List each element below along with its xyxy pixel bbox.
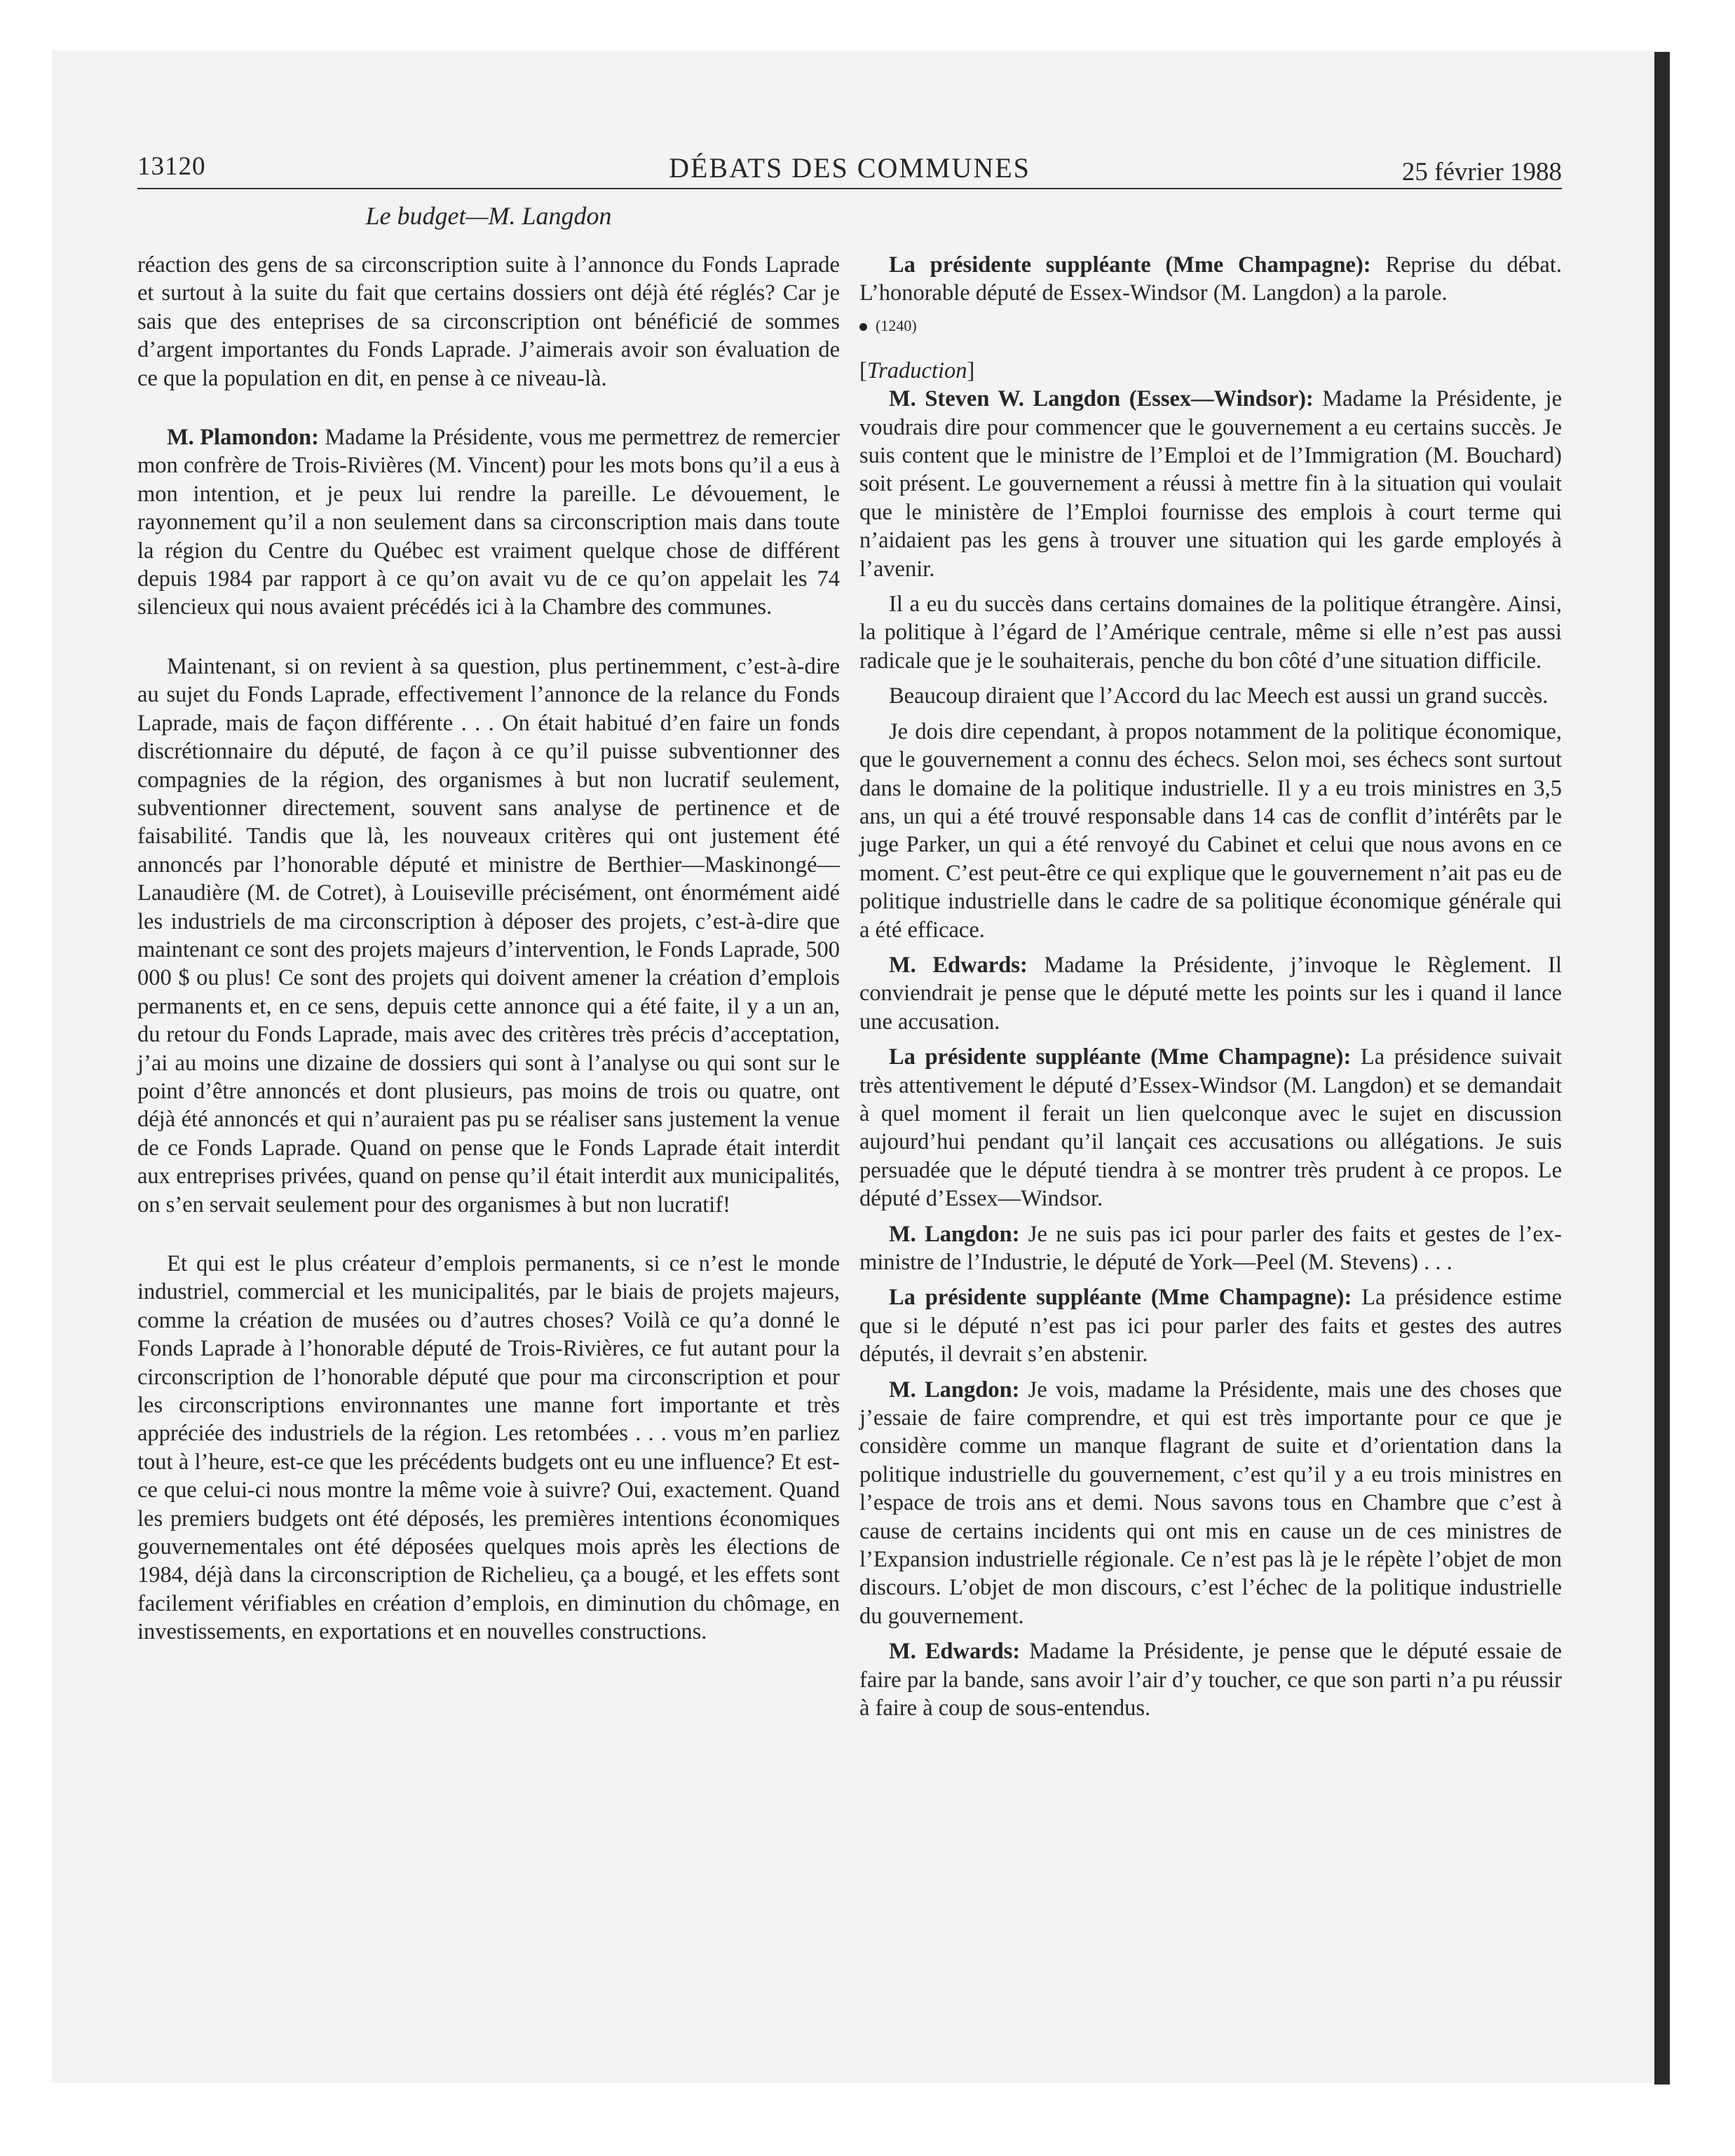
page-header <box>137 151 1562 192</box>
paragraph-text: Je ne suis pas ici pour parler des faits et gestes de l’ex-ministre de l’Industrie, le député de York—Peel (M. Stevens) . . . <box>859 1221 1563 1275</box>
right-column <box>859 251 1562 1723</box>
paragraph-text: réaction des gens de sa circonscription suite à l’annonce du Fonds Laprade et surtout à la suite du fait que certains dossiers ont déjà été réglés? Car je sais que des enteprises de sa circonscription ont bénéficié de sommes d’argent importantes du Fonds Laprade. J’aimerais avoir son évaluation de ce que la population en dit, en pense à ce niveau-là. <box>137 252 840 391</box>
paragraph <box>859 1376 1562 1631</box>
paragraph <box>859 1637 1562 1722</box>
bullet-icon <box>859 323 867 331</box>
speaker-name: M. Langdon: <box>889 1221 1020 1247</box>
paragraph-text: Madame la Présidente, vous me permettrez de remercier mon confrère de Trois-Rivières (M. Vincent) pour les mots bons qu’il a eus à mon intention, et je peux lui rendre la pareille. Le dévouement, le rayonnement qu’il a non seulement dans sa circonscription mais dans toute la région du Centre du Québec est vraiment quelque chose de différent depuis 1984 par rapport à ce qu’on avait vu de ce qu’on appelait les 74 silencieux qui nous avaient précédés ici à la Chambre des communes. <box>137 425 840 620</box>
translation-word: Traduction <box>866 357 967 383</box>
paragraph-text: Madame la Présidente, je pense que le député essaie de faire par la bande, sans avoir l’air d’y toucher, ce que son parti n’a pu réussir à faire à coup de sous-entendus. <box>859 1639 1563 1721</box>
publication-date: 25 février 1988 <box>1401 158 1562 186</box>
paragraph <box>859 385 1562 583</box>
paragraph <box>859 1220 1562 1277</box>
speaker-name: M. Edwards: <box>889 1639 1021 1665</box>
paragraph <box>137 653 840 1219</box>
paragraph <box>137 1250 840 1646</box>
paragraph-text: Et qui est le plus créateur d’emplois permanents, si ce n’est le monde industriel, commercial et les municipalités, par le biais de projets majeurs, comme la création de musées ou d’autres choses? Voilà ce qu’a donné le Fonds Laprade à l’honorable député de Trois-Rivières, ce fut autant pour la circonscription de l’honorable député que pour ma circonscription et pour les circonscriptions environnantes une manne fort importante et très appréciée des industriels de la région. Les retombées . . . vous m’en parliez tout à l’heure, est-ce que les précédents budgets ont eu une influence? Et est-ce que celui-ci nous montre la même voie à suivre? Oui, exactement. Quand les premiers budgets ont été déposés, les premières intentions économiques gouvernementales ont été déposées quelques mois après les élections de 1984, déjà dans la circonscription de Richelieu, ça a bougé, et les effets sont facilement vérifiables en création d’emplois, en diminution du chômage, en investissements, en exportations et en nouvelles constructions. <box>137 1251 840 1645</box>
paragraph-text: Je dois dire cependant, à propos notamment de la politique économique, que le gouvernement a connu des échecs. Selon moi, ses échecs sont surtout dans le domaine de la politique industrielle. Il y a eu trois ministres en 3,5 ans, un qui a été trouvé responsable dans 14 cas de conflit d’intérêts par le juge Parker, un qui a été renvoyé du Cabinet et celui que nous avons en ce moment. C’est peut-être ce qui explique que le gouvernement n’ait pas eu de politique industrielle dans le cadre de sa politique économique générale qui a été efficace. <box>859 718 1562 943</box>
timestamp-text: (1240) <box>876 316 917 334</box>
paragraph <box>859 951 1562 1036</box>
paragraph-text: La présidence suivait très attentivement le député d’Essex-Windsor (M. Langdon) et se demandait à quel moment il ferait un lien quelconque avec le sujet en discussion aujourd’hui pendant qu’il lançait ces accusations ou allégations. Je suis persuadée que le député tiendra à se montrer très prudent à ce propos. Le député d’Essex—Windsor. <box>859 1044 1562 1212</box>
speaker-name: La présidente suppléante (Mme Champagne): <box>889 1044 1352 1070</box>
paragraph <box>137 423 840 622</box>
paragraph <box>137 251 840 393</box>
paragraph-text: La présidence estime que si le député n’est pas ici pour parler des faits et gestes des autres députés, il devrait s’en abstenir. <box>859 1285 1562 1367</box>
paragraph <box>859 590 1562 675</box>
publication-title: DÉBATS DES COMMUNES <box>669 152 1030 184</box>
paragraph-text: Madame la Présidente, je voudrais dire pour commencer que le gouvernement a eu certains succès. Je suis content que le ministre de l’Emploi et de l’Immigration (M. Bouchard) soit présent. Le gouvernement a réussi à mettre fin à la situation qui voulait que le ministère de l’Emploi fournisse des emplois à court terme qui n’aidaient pas les gens à trouver une situation qui les garde employés à l’avenir. <box>859 386 1562 582</box>
scan-edge-bar <box>1654 52 1670 2085</box>
speaker-name: M. Langdon: <box>889 1377 1020 1403</box>
timestamp <box>859 312 1562 340</box>
paragraph-text: Madame la Présidente, j’invoque le Règlement. Il conviendrait je pense que le député mette les points sur les i quand il lance une accusation. <box>859 952 1562 1035</box>
speaker-name: La présidente suppléante (Mme Champagne): <box>889 252 1371 278</box>
paragraph <box>859 1283 1562 1368</box>
speaker-name: La présidente suppléante (Mme Champagne): <box>889 1285 1352 1311</box>
page-number: 13120 <box>137 152 206 181</box>
paragraph <box>859 682 1562 710</box>
left-column <box>137 251 840 1646</box>
paragraph-text: Beaucoup diraient que l’Accord du lac Meech est aussi un grand succès. <box>889 683 1549 709</box>
speaker-name: M. Steven W. Langdon (Essex—Windsor): <box>889 386 1314 412</box>
paragraph-text: Il a eu du succès dans certains domaines de la politique étrangère. Ainsi, la politique à l’égard de l’Amérique centrale, même si elle n’est pas aussi radicale que je le souhaiterais, penche du bon côté d’une situation difficile. <box>859 592 1562 674</box>
paragraph-text: Maintenant, si on revient à sa question, plus pertinemment, c’est-à-dire au sujet du Fonds Laprade, effectivement l’annonce de la relance du Fonds Laprade, mais de façon différente . . . On était habitué d’en faire un fonds discrétionnaire du député, de façon à ce qu’il puisse subventionner des compagnies de la région, des organismes à but non lucratif seulement, subventionner directement, souvent sans analyse de pertinence et de faisabilité. Tandis que là, les nouveaux critères qui ont justement été annoncés par l’honorable député et ministre de Berthier—Maskinongé—Lanaudière (M. de Cotret), à Louiseville précisément, ont énormément aidé les industriels de ma circonscription à déposer des projets, c’est-à-dire que maintenant ce sont des projets majeurs d’intervention, le Fonds Laprade, 500 000 $ ou plus! Ce sont des projets qui doivent amener la création d’emplois permanents et, en ce sens, depuis cette annonce qui a été faite, il y a un an, du retour du Fonds Laprade, mais avec des critères très précis d’acceptation, j’ai au moins une dizaine de dossiers qui sont à l’analyse ou qui sont sur le point d’être annoncés et dont plusieurs, pas moins de trois ou quatre, ont déjà été annoncés et qui n’auraient pas pu se réaliser sans justement la venue de ce Fonds Laprade. Quand on pense que le Fonds Laprade était interdit aux entreprises privées, quand on pense qu’il était interdit aux municipalités, on s’en servait seulement pour des organismes à but non lucratif! <box>137 653 840 1217</box>
speaker-name: M. Edwards: <box>889 952 1028 978</box>
translation-marker: [Traduction] <box>859 357 975 383</box>
paragraph <box>859 251 1562 308</box>
paragraph <box>859 718 1562 944</box>
paragraph <box>859 1043 1562 1213</box>
paragraph-text: Reprise du débat. L’honorable député de Essex-Windsor (M. Langdon) a la parole. <box>859 252 1562 306</box>
speaker-name: M. Plamondon: <box>167 425 319 451</box>
running-head: Le budget—M. Langdon <box>365 202 612 230</box>
header-rule <box>137 188 1562 189</box>
paragraph-text: Je vois, madame la Présidente, mais une des choses que j’essaie de faire comprendre, et qui est très importante pour ce que je considère comme un manque flagrant de suite et d’orientation dans la politique industrielle du gouvernement, c’est qu’il y a eu trois ministres en l’espace de trois ans et demi. Nous savons tous en Chambre que c’est à cause de certains incidents qui ont mis en cause un de ces ministres de l’Expansion industrielle régionale. Ce n’est pas là je le répète l’objet de mon discours. L’objet de mon discours, c’est l’échec de la politique industrielle du gouvernement. <box>859 1377 1563 1629</box>
